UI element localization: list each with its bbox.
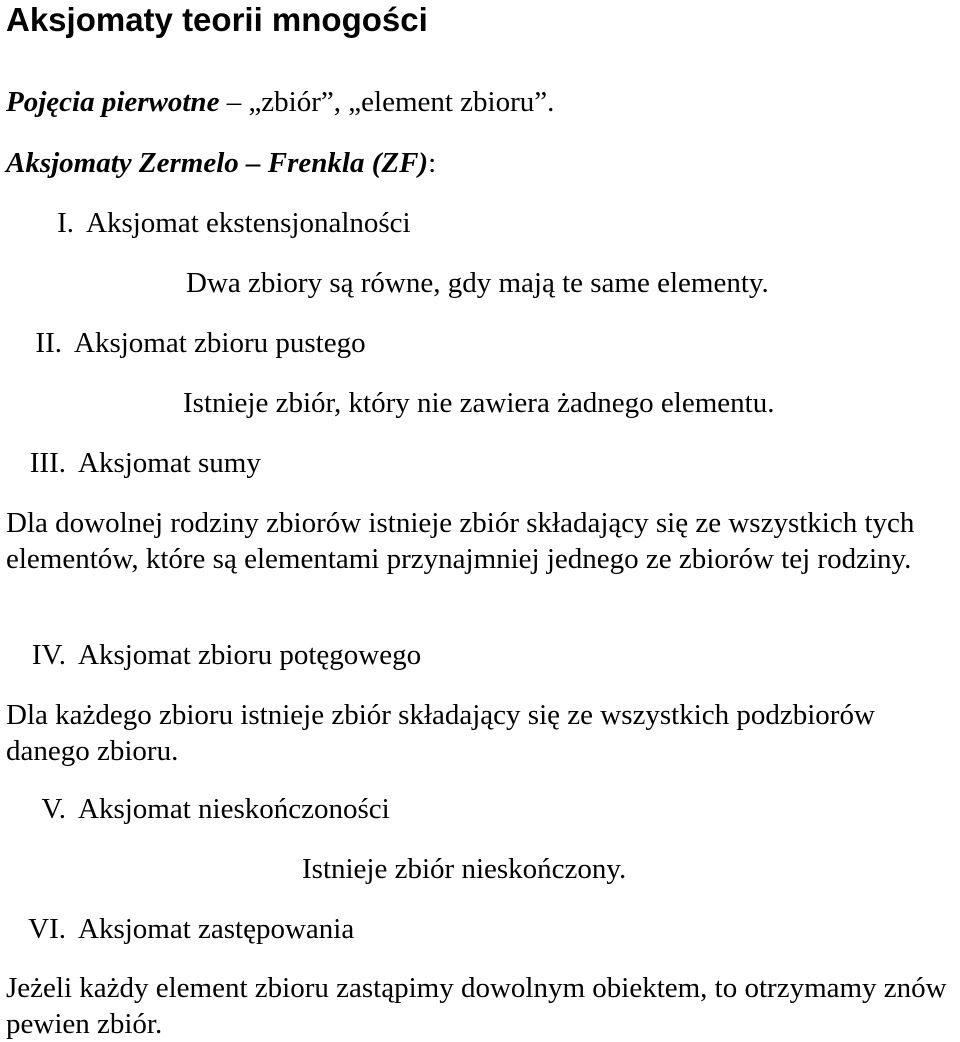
axiom-3-name: Aksjomat sumy [78,447,261,479]
axiom-5-heading [8,791,390,827]
axiom-4-statement: Dla każdego zbioru istnieje zbiór składający się ze wszystkich podzbiorów danego zbioru. [6,699,875,767]
primitives-label: Pojęcia pierwotne [6,86,220,118]
axiom-5-statement: Istnieje zbiór nieskończony. [302,853,627,885]
axiom-5-name: Aksjomat nieskończoności [78,793,390,825]
primitives-line [6,84,554,120]
axiom-6-heading [8,911,354,947]
axiom-3-statement: Dla dowolnej rodziny zbiorów istnieje zbiór składający się ze wszystkich tych elementów, które są elementami przynajmniej jednego ze zbiorów tej rodziny. [6,507,915,575]
axiom-2-name: Aksjomat zbioru pustego [74,327,366,359]
axiom-1-numeral: I. [57,207,74,239]
zf-heading-label: Aksjomaty Zermelo – Frenkla (ZF) [6,147,429,179]
page-title: Aksjomaty teorii mnogości [6,1,428,38]
axiom-2-heading [18,325,366,361]
axiom-3-heading [8,445,261,481]
axiom-6-name: Aksjomat zastępowania [78,913,355,945]
axiom-4-name: Aksjomat zbioru potęgowego [78,639,422,671]
primitives-text: – „zbiór”, „element zbioru”. [219,86,555,118]
axiom-1-heading [30,205,411,241]
zf-heading-suffix: : [428,147,437,179]
axiom-2-numeral: II. [35,327,62,359]
axiom-5-numeral: V. [41,793,66,825]
axiom-4-heading [8,637,421,673]
axiom-6-numeral: VI. [28,913,66,945]
axiom-3-numeral: III. [29,447,66,479]
axiom-1-name: Aksjomat ekstensjonalności [86,207,411,239]
axiom-2-statement: Istnieje zbiór, który nie zawiera żadnego elementu. [183,387,775,419]
zf-heading [6,145,436,181]
axiom-1-statement: Dwa zbiory są równe, gdy mają te same elementy. [186,267,769,299]
axiom-4-numeral: IV. [31,639,66,671]
axiom-6-statement: Jeżeli każdy element zbioru zastąpimy dowolnym obiektem, to otrzymamy znów pewien zbiór. [6,972,947,1040]
